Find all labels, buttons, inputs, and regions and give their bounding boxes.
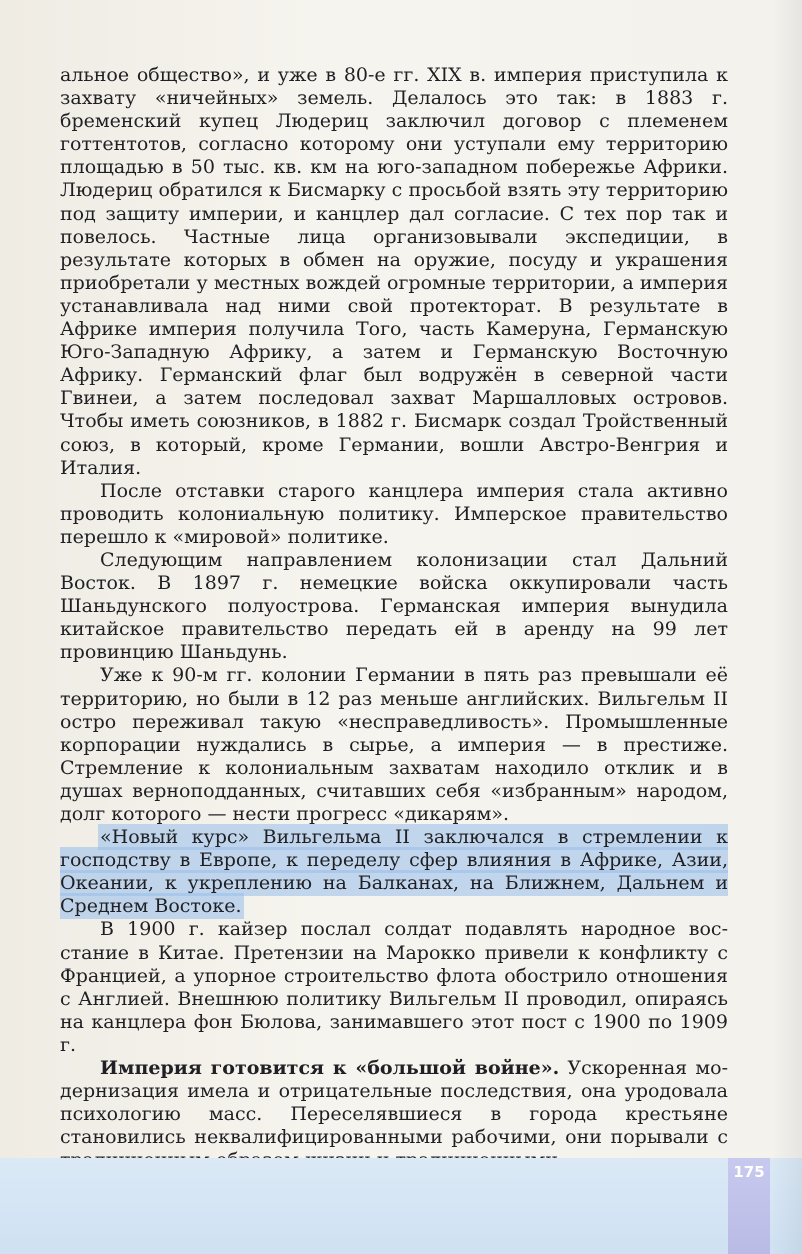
- paragraph-colonization-africa: альное общество», и уже в 80-е гг. XIX в. империя приступила к захвату «ничейных» земель. Делалось это так: в 1883 г. бременский купец Людериц заключил договор с племенем готтентотов, согласно которому они уступали ему территорию площадью в 50 тыс. кв. км на юго-западном побережье Африки. Людериц обратился к Бисмарку с просьбой взять эту территорию под защиту империи, и канцлер дал согласие. С тех пор так и повелось. Частные лица организовывали экспедиции, в результате которых в обмен на оружие, посуду и украшения приобретали у местных вождей огромные территории, а империя устанавливала над ними свой протекторат. В результате в Африке империя получила Того, часть Камеруна, Германскую Юго-Западную Африку, а затем и Германскую Восточную Африку. Германский флаг был водружён в северной части Гвинеи, а затем последовал захват Маршалловых островов. Чтобы иметь союзников, в 1882 г. Бисмарк создал Тройственный союз, в который, кроме Германии, вошли Австро-Венгрия и Италия.: [60, 64, 728, 479]
- footer-band: [0, 1158, 802, 1254]
- highlighted-text: «Новый курс» Вильгельма II заключался в стремлении к господству в Европе, к переделу сфер влияния в Африке, Азии, Океании, к укреплению на Балканах, на Ближнем, Дальнем и Среднем Востоке.: [60, 826, 728, 918]
- paragraph-new-course: [60, 826, 728, 918]
- page-edge-shadow: [772, 0, 802, 1254]
- section-lead-heading: Империя готовится к «большой войне».: [100, 1057, 560, 1080]
- body-text: [60, 64, 728, 1173]
- paragraph-kaiser-1900: В 1900 г. кайзер послал солдат подавлять народное восстание в Китае. Претензии на Марокко привели к конфликту с Францией, а упорное строительство флота обострило отношения с Англией. Внешнюю политику Вильгельм II проводил, опираясь на канцлера фон Бюлова, занимавшего этот пост с 1900 по 1909 г.: [60, 918, 728, 1056]
- paragraph-big-war: [60, 1057, 728, 1172]
- paragraph-big-war-body: Ускоренная модернизация имела и отрицательные последствия, она уродовала психологию масс. Переселявшиеся в города крестьяне становились неквалифицированными рабочими, они порывали с: [60, 1057, 728, 1149]
- paragraph-colonies-size: Уже к 90-м гг. колонии Германии в пять раз превышали её территорию, но были в 12 раз меньше английских. Вильгельм II остро переживал такую «несправедливость». Промышленные корпорации нуждались в сырье, а империя — в престиже. Стремление к колониальным захватам находило отклик и в душах верноподданных, считавших себя «избранным» народом, долг которого — нести прогресс «дикарям».: [60, 664, 728, 825]
- page-number: 175: [733, 1163, 765, 1181]
- paragraph-colonial-policy: После отставки старого канцлера империя стала активно проводить колониальную политику. Имперское правительство перешло к «мировой» политике.: [60, 479, 728, 548]
- paragraph-far-east: Следующим направлением колонизации стал Дальний Восток. В 1897 г. немецкие войска оккупировали часть Шаньдунского полуострова. Германская империя вынудила китайское правительство передать ей в аренду на 99 лет провинцию Шаньдунь.: [60, 548, 728, 664]
